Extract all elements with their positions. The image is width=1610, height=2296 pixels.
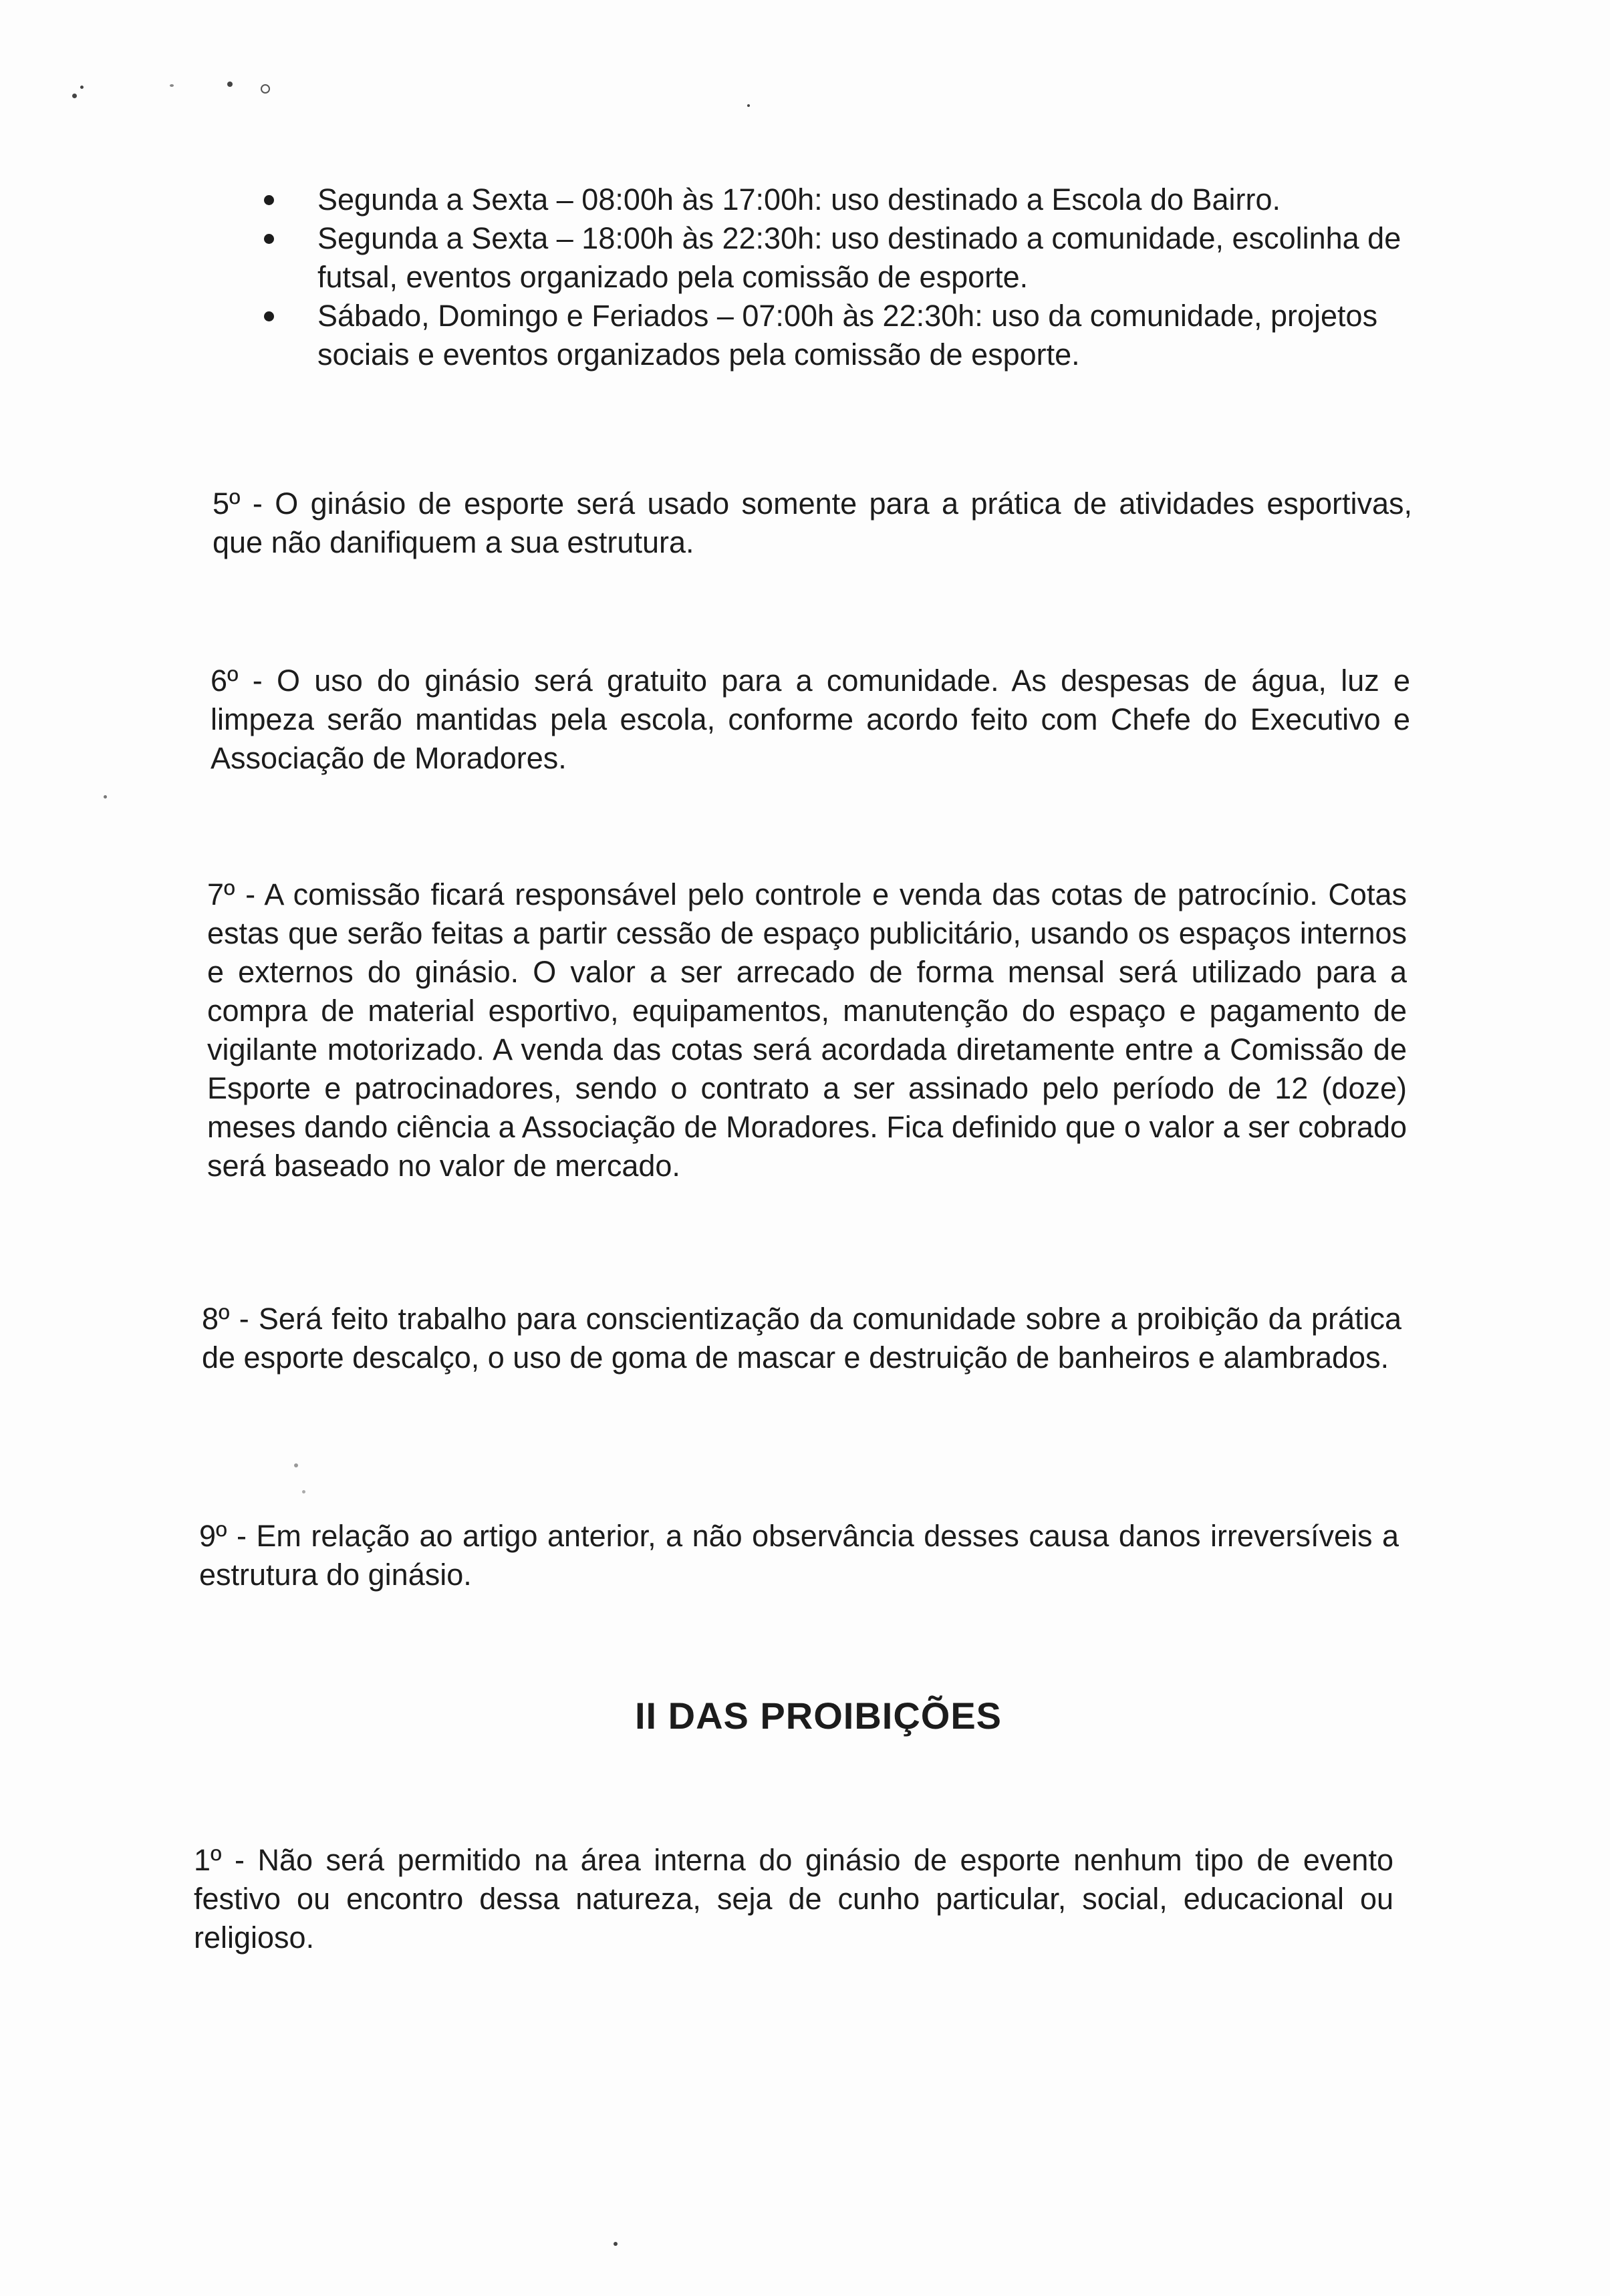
scan-speck [80,86,84,89]
schedule-item [264,180,1414,219]
bullet-icon [264,234,274,244]
article-5: 5º - O ginásio de esporte será usado somente para a prática de atividades esportivas, que não danifiquem a sua estrutura. [213,486,1412,559]
bullet-icon [264,311,274,321]
scan-speck [614,2242,618,2246]
scan-speck [227,82,233,87]
prohibition-1: 1º - Não será permitido na área interna do ginásio de esporte nenhum tipo de evento festivo ou encontro dessa natureza, seja de cunho particular, social, educacional ou religioso. [194,1843,1393,1955]
scan-speck [747,104,750,107]
schedule-item [264,219,1414,297]
scan-speck [261,84,270,94]
scan-speck [170,84,174,87]
article-9: 9º - Em relação ao artigo anterior, a não observância desses causa danos irreversíveis a estrutura do ginásio. [199,1519,1399,1592]
scan-speck [104,795,107,799]
scan-speck [72,94,77,98]
scan-speck [294,1463,298,1467]
article-6: 6º - O uso do ginásio será gratuito para a comunidade. As despesas de água, luz e limpeza serão mantidas pela escola, conforme acordo feito com Chefe do Executivo e Associação de Moradores. [211,664,1410,775]
scan-speck [302,1490,305,1493]
schedule-item [264,297,1414,374]
schedule-item-text: Segunda a Sexta – 08:00h às 17:00h: uso destinado a Escola do Bairro. [317,182,1281,217]
schedule-list [264,180,1414,374]
article-8: 8º - Será feito trabalho para conscientização da comunidade sobre a proibição da prática de esporte descalço, o uso de goma de mascar e destruição de banheiros e alambrados. [202,1302,1401,1375]
bullet-icon [264,195,274,205]
schedule-item-text: Segunda a Sexta – 18:00h às 22:30h: uso destinado a comunidade, escolinha de futsal, eventos organizado pela comissão de esporte. [317,221,1401,294]
schedule-item-text: Sábado, Domingo e Feriados – 07:00h às 22:30h: uso da comunidade, projetos sociais e eventos organizados pela comissão de esporte. [317,299,1378,372]
section-title: II DAS PROIBIÇÕES [634,1695,1002,1737]
article-7: 7º - A comissão ficará responsável pelo controle e venda das cotas de patrocínio. Cotas estas que serão feitas a partir cessão de espaço publicitário, usando os espaços internos e externos do ginásio. O valor a ser arrecado de forma mensal será utilizado para a compra de material esportivo, equipamentos, manutenção do espaço e pagamento de vigilante motorizado. A venda das cotas será acordada diretamente entre a Comissão de Esporte e patrocinadores, sendo o contrato a ser assinado pelo período de 12 (doze) meses dando ciência a Associação de Moradores. Fica definido que o valor a ser cobrado será baseado no valor de mercado. [207,877,1407,1183]
